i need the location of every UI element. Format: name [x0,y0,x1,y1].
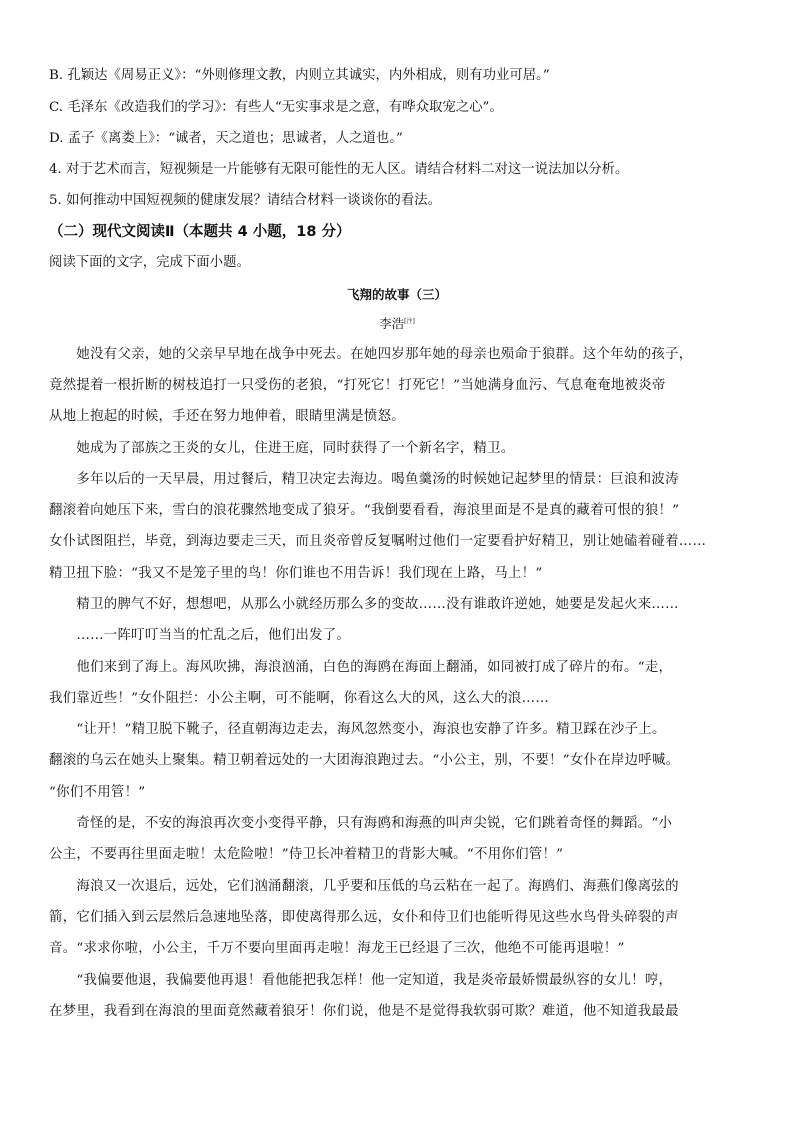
story-author: 李浩 [379,316,405,332]
story-line: “我偏要他退，我偏要他再退！看他能把我怎样！他一定知道，我是炎帝最娇惯最纵容的女儿！哼， [49,973,673,988]
section-instruction: 阅读下面的文字，完成下面小题。 [49,255,250,270]
story-line: 我们靠近些！”女仆阻拦：小公主啊，可不能啊，你看这么大的风，这么大的浪…… [49,691,550,706]
story-line: 翻滚的乌云在她头上聚集。精卫朝着远处的一大团海浪跑过去。“小公主，别，不要！”女仆在岸边呼喊。 [49,753,680,768]
story-title: 飞翔的故事（三） [346,287,447,302]
story-line: 公主，不要再往里面走啦！太危险啦！”侍卫长冲着精卫的背影大喊。“不用你们管！” [49,847,564,862]
story-line: 音。“求求你啦，小公主，千万不要向里面再走啦！海龙王已经退了三次，他绝不可能再退啦！” [49,941,625,956]
section-heading: （二）现代文阅读Ⅱ（本题共 4 小题，18 分） [49,224,351,240]
story-line: ……一阵叮叮当当的忙乱之后，他们出发了。 [49,628,351,643]
story-line: “你们不用管！” [49,785,146,800]
story-author-line [0,312,794,334]
story-line: 箭，它们插入到云层然后急速地坠落，即使离得那么远，女仆和侍卫们也能听得见这些水鸟骨头碎裂的声 [49,910,679,925]
story-line: 她成为了部族之王炎的女儿，住进王庭，同时获得了一个新名字，精卫。 [49,441,515,456]
question-option-d: D. 孟子《离娄上》：“诚者，天之道也；思诚者，人之道也。” [49,131,403,146]
story-line: 多年以后的一天早晨，用过餐后，精卫决定去海边。喝鱼羹汤的时候她记起梦里的情景：巨浪和波涛 [49,472,679,487]
story-line: 海浪又一次退后，远处，它们汹涌翻滚，几乎要和压低的乌云粘在一起了。海鸥们、海燕们像离弦的 [49,879,679,894]
question-option-b: B. 孔颖达《周易正义》：“外则修理文教，内则立其诚实，内外相成，则有功业可居。” [49,68,550,83]
story-line: 精卫的脾气不好，想想吧，从那么小就经历那么多的变故……没有谁敢许逆她，她要是发起火来…… [49,597,679,612]
story-line: 竟然提着一根折断的树枝追打一只受伤的老狼，“打死它！打死它！”当她满身血污、气息奄奄地被炎帝 [49,378,666,393]
question-5: 5. 如何推动中国短视频的健康发展？请结合材料一谈谈你的看法。 [49,193,441,208]
story-line: 在梦里，我看到在海浪的里面竟然藏着狼牙！你们说，他是不是觉得我软弱可欺？难道，他不知道我最最 [49,1004,679,1019]
story-line: “让开！”精卫脱下靴子，径直朝海边走去，海风忽然变小，海浪也安静了许多。精卫踩在沙子上。 [49,722,666,737]
story-line: 翻滚着向她压下来，雪白的浪花骤然地变成了狼牙。“我倒要看看，海浪里面是不是真的藏着可恨的狼！” [49,503,680,518]
question-4: 4. 对于艺术而言，短视频是一片能够有无限可能性的无人区。请结合材料二对这一说法加以分析。 [49,162,629,177]
question-option-c: C. 毛泽东《改造我们的学习》：有些人“无实事求是之意，有哗众取宠之心”。 [49,100,503,115]
author-note: [注] [404,318,415,325]
story-line: 精卫扭下脸：“我又不是笼子里的鸟！你们谁也不用告诉！我们现在上路，马上！” [49,566,543,581]
story-line: 女仆试图阻拦，毕竟，到海边要走三天，而且炎帝曾反复嘱咐过他们一定要看护好精卫，别让她磕着碰着…… [49,534,707,549]
story-line: 从地上抱起的时候，手还在努力地伸着，眼睛里满是愤怒。 [49,409,405,424]
story-line: 他们来到了海上。海风吹拂，海浪汹涌，白色的海鸥在海面上翻涌，如同被打成了碎片的布。“走， [49,660,673,675]
story-line: 奇怪的是，不安的海浪再次变小变得平静，只有海鸥和海燕的叫声尖锐，它们跳着奇怪的舞蹈。“小 [49,816,673,831]
story-line: 她没有父亲，她的父亲早早地在战争中死去。在她四岁那年她的母亲也殒命于狼群。这个年幼的孩子， [49,347,693,362]
